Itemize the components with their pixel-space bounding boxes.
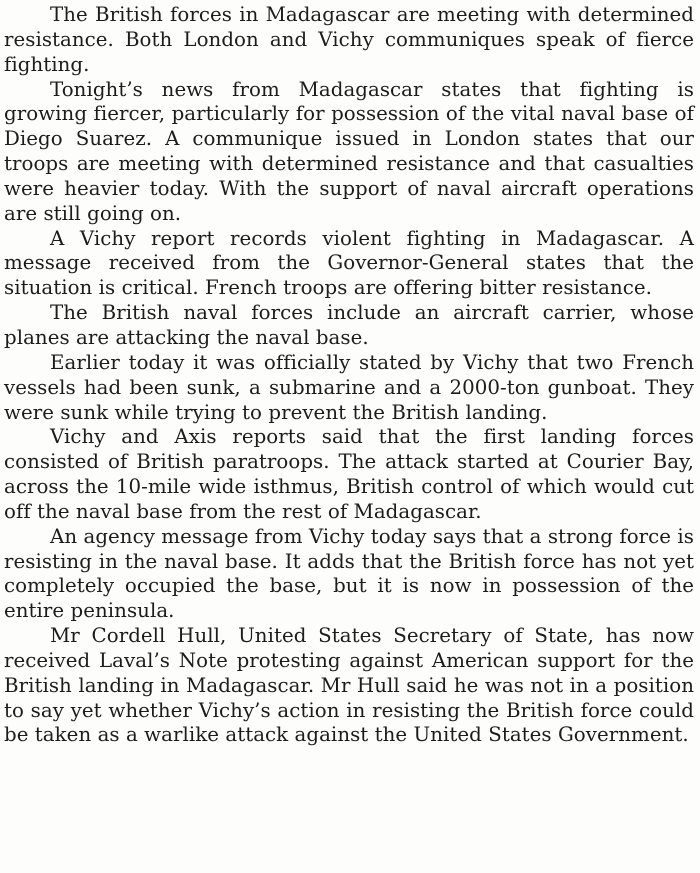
article-body — [4, 3, 694, 748]
paragraph-3: A Vichy report records violent fighting in Madagascar. A message received from the Governor-General states that the situation is critical. French troops are offering bitter resistance. — [4, 226, 694, 300]
paragraph-2: Tonight’s news from Madagascar states that fighting is growing fiercer, particularly for possession of the vital naval base of Diego Suarez. A communique issued in London states that our troops are meeting with determined resistance and that casualties were heavier today. With the support of naval aircraft operations are still going on. — [4, 77, 694, 225]
paragraph-4: The British naval forces include an aircraft carrier, whose planes are attacking the naval base. — [4, 301, 694, 349]
paragraph-7: An agency message from Vichy today says that a strong force is resisting in the naval base. It adds that the British force has not yet completely occupied the base, but it is now in possession of the entire peninsula. — [4, 524, 694, 623]
paragraph-6: Vichy and Axis reports said that the first landing forces consisted of British paratroops. The attack started at Courier Bay, across the 10-mile wide isthmus, British control of which would cut off the naval base from the rest of Madagascar. — [4, 425, 694, 523]
paragraph-8: Mr Cordell Hull, United States Secretary of State, has now received Laval’s Note protesting against American support for the British landing in Madagascar. Mr Hull said he was not in a position to say yet whether Vichy’s action in resisting the British force could be taken as a warlike attack against the United States Government. — [4, 624, 694, 747]
paragraph-5: Earlier today it was officially stated by Vichy that two French vessels had been sunk, a submarine and a 2000-ton gunboat. They were sunk while trying to prevent the British landing. — [4, 350, 694, 424]
paragraph-1: The British forces in Madagascar are meeting with determined resistance. Both London and Vichy communiques speak of fierce fighting. — [4, 3, 694, 76]
